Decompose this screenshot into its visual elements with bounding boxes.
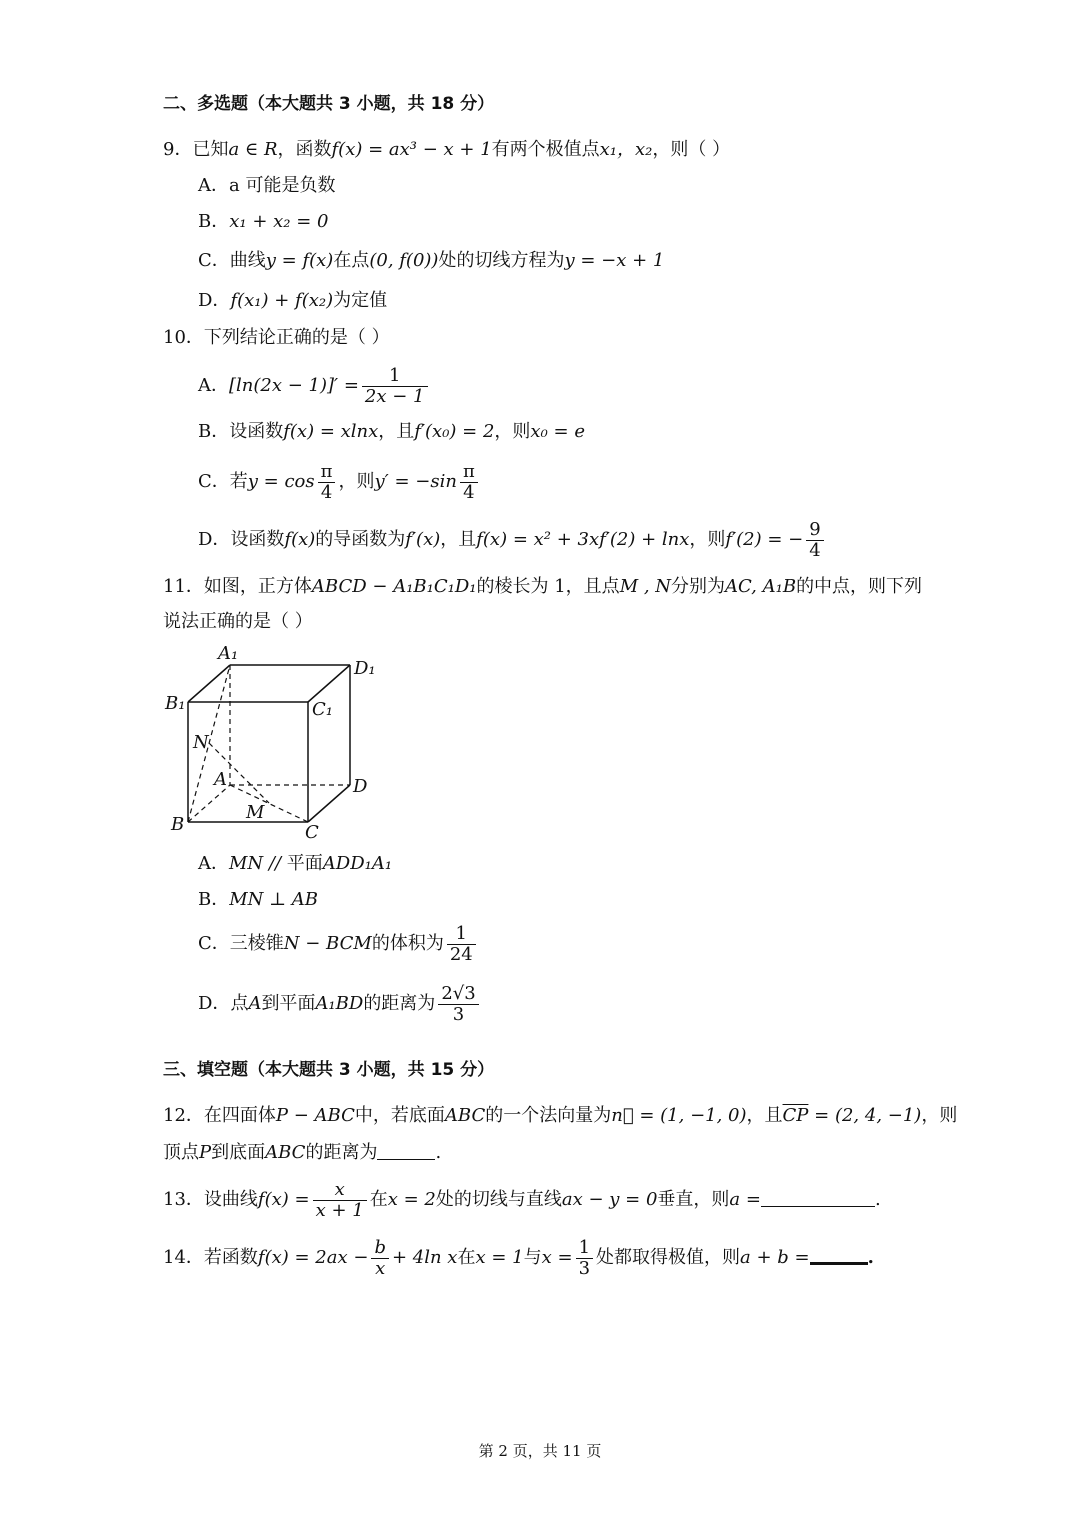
q12-text: 到底面 — [211, 1142, 266, 1163]
q14-text: 若函数 — [203, 1247, 258, 1268]
q11-math: M , N — [619, 576, 672, 597]
option-text: 曲线 — [229, 250, 266, 271]
option-text: ，则 — [494, 421, 531, 442]
q10-option-a — [198, 362, 431, 410]
option-label: C． — [198, 933, 230, 954]
fraction-numerator: 1 — [362, 366, 428, 387]
q10-option-c — [198, 458, 481, 506]
option-text: 到平面 — [261, 993, 316, 1014]
q12-text: 顶点 — [163, 1142, 199, 1163]
fraction-numerator: 1 — [447, 924, 476, 945]
cube-figure — [160, 640, 400, 840]
fraction-denominator: x — [375, 1257, 386, 1279]
q9-number: 9． — [163, 139, 193, 160]
label-m: M — [246, 802, 265, 823]
q9-stem-mid: ，函数 — [277, 139, 332, 160]
option-math: f(x₁) + f(x₂) — [230, 290, 334, 311]
option-label: A． — [198, 375, 229, 396]
option-label: B． — [198, 421, 230, 442]
option-text: 若 — [229, 471, 248, 492]
option-label: D． — [198, 993, 231, 1014]
q9-option-c — [198, 249, 664, 273]
fraction-numerator: π — [460, 462, 478, 483]
q14-math: f(x) = 2ax − — [257, 1247, 369, 1268]
option-math: ADD₁A₁ — [322, 853, 393, 874]
section-title-multiple-choice: 二、多选题（本大题共 3 小题，共 18 分） — [163, 94, 495, 114]
fraction-numerator: 1 — [576, 1238, 593, 1259]
option-math: y = f(x) — [265, 250, 334, 271]
label-b: B — [171, 814, 185, 835]
label-b1: B₁ — [165, 693, 186, 714]
page-footer: 第 2 页，共 11 页 — [478, 1442, 602, 1460]
q11-text: 如图，正方体 — [203, 576, 312, 597]
question-12-line2 — [163, 1141, 441, 1165]
fraction — [318, 462, 336, 503]
fraction-denominator: 2x − 1 — [364, 385, 425, 407]
q9-cond: a ∈ R — [228, 139, 278, 160]
q12-period: . — [435, 1142, 442, 1163]
option-text: 处的切线方程为 — [438, 250, 565, 271]
option-math: y = cos — [247, 471, 315, 492]
q10-option-d — [198, 516, 827, 564]
option-math: f(x) = x² + 3xf′(2) + lnx — [476, 529, 690, 550]
q11-text: 的棱长为 1，且点 — [476, 576, 620, 597]
q12-text: 在四面体 — [203, 1105, 276, 1126]
option-text: 设函数 — [230, 529, 285, 550]
label-d: D — [353, 776, 368, 797]
q13-text: 垂直，则 — [657, 1189, 730, 1210]
q12-math: P − ABC — [275, 1105, 355, 1126]
option-text: 的距离为 — [363, 993, 436, 1014]
option-text: 为定值 — [333, 290, 388, 311]
q10-option-b — [198, 420, 585, 444]
q9-stem-pre: 已知 — [192, 139, 229, 160]
option-label: C． — [198, 250, 230, 271]
q9-option-a — [198, 174, 335, 198]
option-label: D． — [198, 290, 231, 311]
question-11-stem-line2: 说法正确的是（ ） — [163, 611, 313, 632]
label-a: A — [214, 769, 227, 790]
q12-text: 的一个法向量为 — [485, 1105, 612, 1126]
option-text: ，且 — [440, 529, 477, 550]
edge-cd — [308, 785, 350, 822]
fraction — [313, 1180, 367, 1221]
q10-number: 10． — [163, 327, 204, 348]
q11-option-a — [198, 852, 392, 876]
option-math: [ln(2x − 1)]′ = — [229, 375, 359, 396]
question-12-line1 — [163, 1104, 957, 1128]
q14-math: x = 1 — [475, 1247, 524, 1268]
option-text: ，且 — [378, 421, 415, 442]
option-label: B． — [198, 211, 230, 232]
question-9-stem — [163, 138, 730, 162]
q13-text: 设曲线 — [203, 1189, 258, 1210]
q13-text: 处的切线与直线 — [435, 1189, 562, 1210]
q14-period: . — [867, 1247, 874, 1268]
fraction-numerator: π — [318, 462, 336, 483]
option-math: N − BCM — [283, 933, 372, 954]
q11-number: 11． — [163, 576, 204, 597]
q12-normal-vector: n⃗ = (1, −1, 0) — [611, 1105, 747, 1126]
q12-number: 12． — [163, 1105, 204, 1126]
option-math: f′(x₀) = 2 — [414, 421, 495, 442]
label-c: C — [305, 822, 319, 840]
fraction — [806, 520, 823, 561]
answer-blank-12[interactable] — [377, 1141, 435, 1160]
q13-math: f(x) = — [257, 1189, 310, 1210]
fraction-denominator: 3 — [578, 1257, 591, 1279]
fraction-denominator: 4 — [320, 481, 333, 503]
q13-text: 在 — [369, 1189, 388, 1210]
option-math: y′ = −sin — [374, 471, 457, 492]
fraction — [362, 366, 428, 407]
q9-option-d — [198, 289, 387, 313]
q12-text: 的距离为 — [305, 1142, 378, 1163]
q12-math: ABC — [444, 1105, 486, 1126]
q14-text: 与 — [523, 1247, 542, 1268]
q14-math: x = — [541, 1247, 573, 1268]
answer-blank-14[interactable] — [810, 1244, 868, 1265]
fraction-numerator: x — [313, 1180, 367, 1201]
fraction — [576, 1238, 593, 1279]
q11-text: 分别为 — [671, 576, 726, 597]
fraction-denominator: 4 — [809, 539, 821, 561]
option-label: A． — [198, 175, 229, 196]
fraction-denominator: x + 1 — [315, 1199, 364, 1221]
option-text: a 可能是负数 — [229, 175, 336, 196]
fraction — [460, 462, 478, 503]
q13-math: a = — [729, 1189, 761, 1210]
question-10-stem — [163, 326, 390, 350]
q9-stem-post: 有两个极值点 — [491, 139, 600, 160]
option-math: y = −x + 1 — [564, 250, 665, 271]
q9-vars: x₁，x₂ — [599, 139, 653, 160]
option-text: x₁ + x₂ = 0 — [229, 211, 329, 232]
q12-text: ，则 — [921, 1105, 958, 1126]
option-text: 三棱锥 — [229, 933, 284, 954]
q14-text: 处都取得极值，则 — [596, 1247, 741, 1268]
q14-text: 在 — [457, 1247, 476, 1268]
q11-option-b — [198, 888, 318, 912]
option-text: 点 — [230, 993, 249, 1014]
option-text: 平面 — [286, 853, 323, 874]
option-math: MN // — [229, 853, 287, 874]
fraction — [371, 1238, 389, 1279]
label-a1: A₁ — [218, 643, 239, 664]
q13-period: . — [874, 1189, 881, 1210]
q13-math: ax − y = 0 — [561, 1189, 658, 1210]
edge-ba-hidden — [188, 785, 230, 822]
fraction — [447, 924, 476, 965]
option-text: 在点 — [333, 250, 370, 271]
q14-math: + 4ln x — [391, 1247, 458, 1268]
option-math: f′(2) = − — [725, 529, 804, 550]
q11-math: ABCD − A₁B₁C₁D₁ — [311, 576, 477, 597]
option-text: ，则 — [338, 471, 375, 492]
q12-text: ，且 — [746, 1105, 783, 1126]
option-label: A． — [198, 853, 229, 874]
q9-option-b — [198, 210, 328, 234]
option-label: B． — [198, 889, 230, 910]
option-math: f′(x) — [405, 529, 441, 550]
edge-b1a1 — [188, 665, 230, 702]
option-text: 设函数 — [229, 421, 284, 442]
option-math: A₁BD — [315, 993, 364, 1014]
q11-option-c — [198, 920, 479, 968]
option-math: x₀ = e — [530, 421, 585, 442]
edge-c1d1 — [308, 665, 350, 702]
fraction — [438, 984, 478, 1025]
question-13 — [163, 1176, 881, 1224]
q13-number: 13． — [163, 1189, 204, 1210]
q12-text: 中，若底面 — [354, 1105, 445, 1126]
q12-math: P — [199, 1142, 212, 1163]
option-math: f(x) — [284, 529, 316, 550]
question-11-stem — [163, 575, 922, 599]
fraction-numerator: 9 — [806, 520, 823, 541]
fraction-denominator: 3 — [452, 1003, 465, 1025]
fraction-numerator: b — [371, 1238, 389, 1259]
q12-vector-value: = (2, 4, −1) — [808, 1105, 922, 1126]
q14-number: 14． — [163, 1247, 204, 1268]
q9-stem-end: ，则（ ） — [652, 139, 731, 160]
q10-stem-text: 下列结论正确的是（ ） — [203, 327, 390, 348]
fraction-numerator: 2√3 — [438, 984, 478, 1005]
option-math: f(x) = xlnx — [283, 421, 379, 442]
answer-blank-13[interactable] — [761, 1188, 875, 1207]
segment-ac — [230, 785, 308, 822]
q13-math: x = 2 — [387, 1189, 436, 1210]
option-math: A — [248, 993, 262, 1014]
option-label: C． — [198, 471, 230, 492]
question-14 — [163, 1234, 874, 1282]
option-text: 的体积为 — [371, 933, 444, 954]
q11-text: 的中点，则下列 — [796, 576, 923, 597]
option-text: ，则 — [689, 529, 726, 550]
section-title-fill-in: 三、填空题（本大题共 3 小题，共 15 分） — [163, 1060, 495, 1080]
q11-option-d — [198, 980, 482, 1028]
q9-function: f(x) = ax³ − x + 1 — [331, 139, 492, 160]
fraction-denominator: 4 — [463, 481, 475, 503]
label-c1: C₁ — [312, 699, 333, 720]
label-n: N — [193, 732, 209, 753]
option-math: MN ⊥ AB — [229, 889, 319, 910]
option-text: 的导函数为 — [315, 529, 406, 550]
q11-math: AC, A₁B — [725, 576, 797, 597]
q12-vector-cp: $\overline{CP}$ — [782, 1105, 809, 1126]
option-math: (0, f(0)) — [369, 250, 439, 271]
q12-math: ABC — [265, 1142, 306, 1163]
fraction-denominator: 24 — [449, 943, 473, 965]
option-label: D． — [198, 529, 231, 550]
q14-math: a + b = — [740, 1247, 810, 1268]
label-d1: D₁ — [354, 658, 376, 679]
